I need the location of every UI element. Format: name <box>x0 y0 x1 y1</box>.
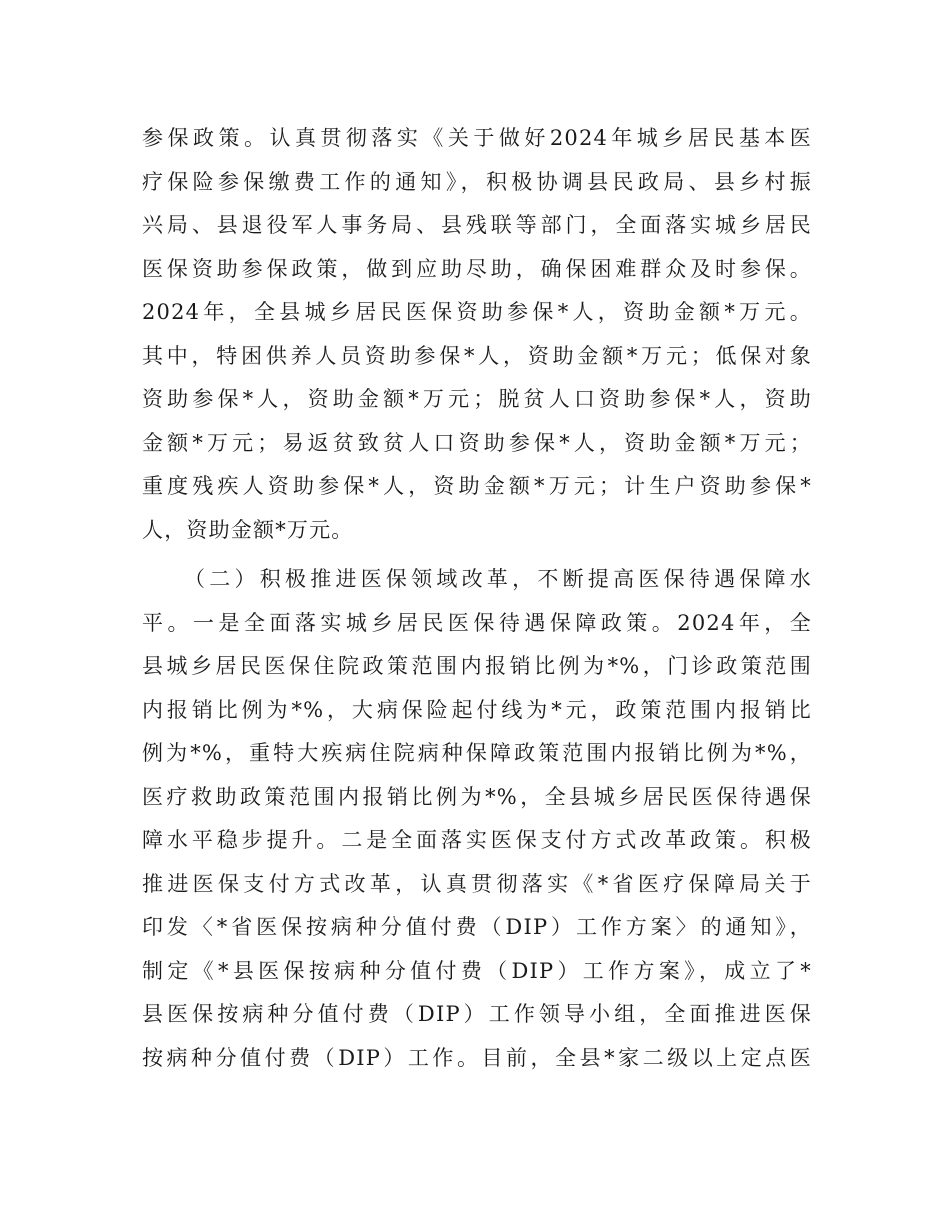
document-body <box>142 117 812 1080</box>
text-line: 障水平稳步提升。二是全面落实医保支付方式改革政策。积极 <box>142 828 812 852</box>
text-line: 医疗救助政策范围内报销比例为*%，全县城乡居民医保待遇保 <box>142 784 812 809</box>
text-line: 县医保按病种分值付费（DIP）工作领导小组，全面推进医保 <box>142 1002 812 1026</box>
text-line: 疗保险参保缴费工作的通知》，积极协调县民政局、县乡村振 <box>142 169 812 194</box>
text-line: 例为*%，重特大疾病住院病种保障政策范围内报销比例为*%， <box>142 741 812 765</box>
text-line: 推进医保支付方式改革，认真贯彻落实《*省医疗保障局关于 <box>142 871 812 896</box>
text-line: 内报销比例为*%，大病保险起付线为*元，政策范围内报销比 <box>142 697 812 722</box>
text-line: 资助参保*人，资助金额*万元；脱贫人口资助参保*人，资助 <box>142 387 812 411</box>
text-line: 按病种分值付费（DIP）工作。目前，全县*家二级以上定点医 <box>142 1045 812 1070</box>
text-line: 2024年，全县城乡居民医保资助参保*人，资助金额*万元。 <box>142 300 812 324</box>
text-line: 人，资助金额*万元。 <box>142 517 354 542</box>
text-line: 平。一是全面落实城乡居民医保待遇保障政策。2024年，全 <box>142 610 812 635</box>
text-line: 参保政策。认真贯彻落实《关于做好2024年城乡居民基本医 <box>142 126 812 150</box>
text-line: 其中，特困供养人员资助参保*人，资助金额*万元；低保对象 <box>142 343 812 368</box>
text-line: 印发〈*省医保按病种分值付费（DIP）工作方案〉的通知》， <box>142 915 812 939</box>
text-line: 兴局、县退役军人事务局、县残联等部门，全面落实城乡居民 <box>142 213 812 237</box>
text-line: 金额*万元；易返贫致贫人口资助参保*人，资助金额*万元； <box>142 430 812 455</box>
text-line: 制定《*县医保按病种分值付费（DIP）工作方案》，成立了* <box>142 958 812 983</box>
section-heading-line: （二）积极推进医保领域改革，不断提高医保待遇保障水 <box>184 567 812 591</box>
text-line: 重度残疾人资助参保*人，资助金额*万元；计生户资助参保* <box>142 474 812 498</box>
text-line: 县城乡居民医保住院政策范围内报销比例为*%，门诊政策范围 <box>142 654 812 678</box>
paragraph-funding-subsidy <box>142 117 812 552</box>
paragraph-reform <box>142 558 812 1080</box>
text-line: 医保资助参保政策，做到应助尽助，确保困难群众及时参保。 <box>142 256 812 281</box>
